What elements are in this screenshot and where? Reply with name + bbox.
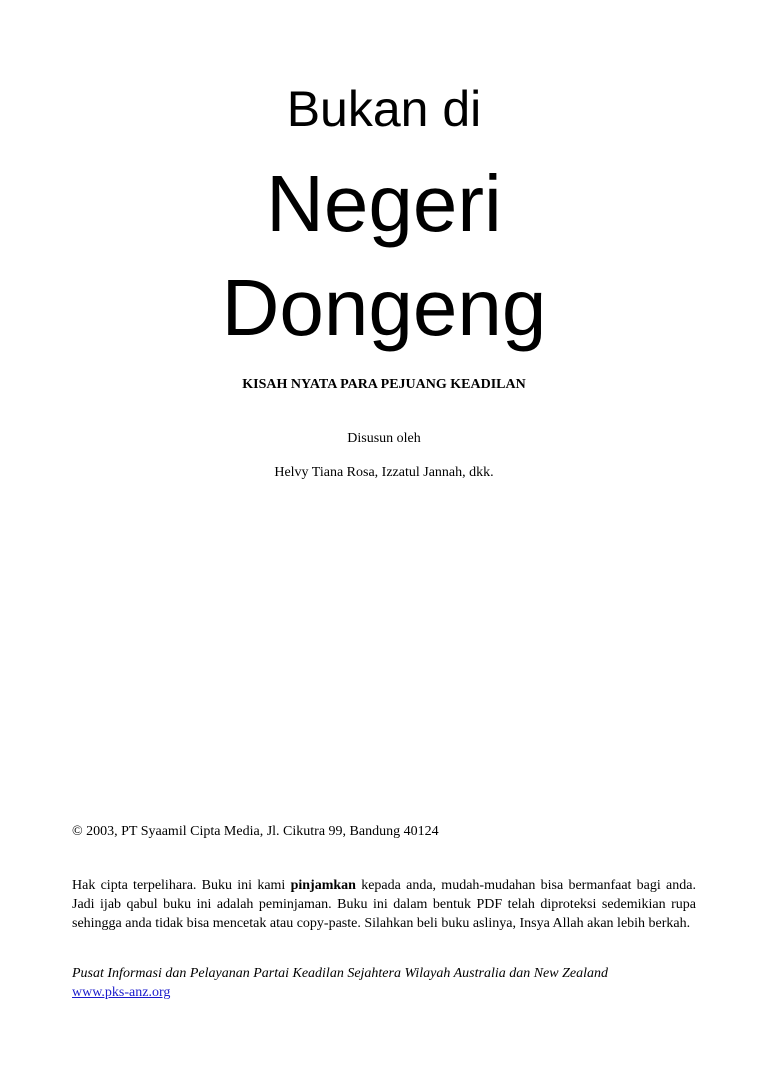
authors: Helvy Tiana Rosa, Izzatul Jannah, dkk. bbox=[274, 465, 494, 480]
copyright-notice: © 2003, PT Syaamil Cipta Media, Jl. Cikutra 99, Bandung 40124 bbox=[72, 824, 439, 839]
lending-notice bbox=[72, 876, 696, 933]
compiled-by-label: Disusun oleh bbox=[347, 431, 421, 446]
book-subtitle: KISAH NYATA PARA PEJUANG KEADILAN bbox=[242, 377, 526, 392]
book-title-line-1: Bukan di bbox=[286, 81, 482, 137]
book-title-line-3: Dongeng bbox=[221, 263, 547, 352]
lending-notice-part-2: kepada anda, mudah-mudahan bisa bermanfaat bagi anda. Jadi ijab qabul buku ini adalah peminjaman. Buku ini dalam bentuk PDF telah diproteksi sedemikian rupa sehingga anda tidak bisa mencetak atau copy-paste. Silahkan beli buku aslinya, Insya Allah akan lebih berkah. bbox=[72, 878, 696, 931]
book-title-line-2: Negeri bbox=[266, 159, 502, 248]
lending-notice-emphasis: pinjamkan bbox=[290, 878, 356, 893]
publisher-link[interactable]: www.pks-anz.org bbox=[72, 985, 171, 1000]
lending-notice-part-1: Hak cipta terpelihara. Buku ini kami bbox=[72, 878, 291, 893]
publisher-info: Pusat Informasi dan Pelayanan Partai Keadilan Sejahtera Wilayah Australia dan New Zealand bbox=[72, 966, 608, 981]
